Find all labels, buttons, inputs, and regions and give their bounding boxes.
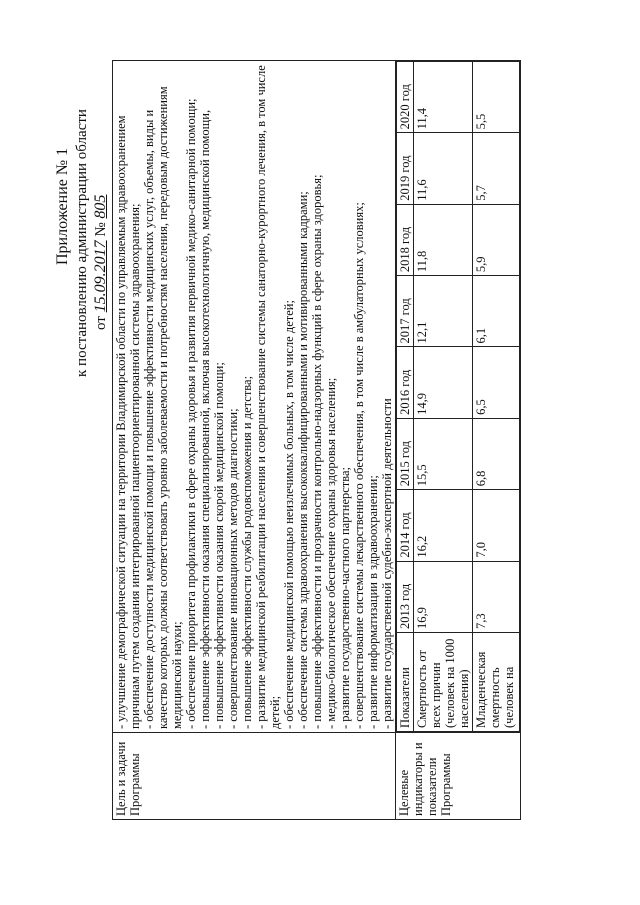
goal-item: - медико-биологическое обеспечение охраны здоровья населения; <box>324 377 338 729</box>
indicator-name: Смертность от всех причин (человек на 1000 населения) <box>414 633 473 732</box>
goal-item: - развитие медицинской реабилитации населения и совершенствование системы санаторно-курортного лечения, в том числе детей; <box>254 65 282 729</box>
year-header: 2018 год <box>397 204 414 275</box>
year-header: 2015 год <box>397 418 414 489</box>
indicator-value: 11,6 <box>414 133 473 204</box>
indicators-col-header: Показатели <box>397 633 414 732</box>
goal-item: - улучшение демографической ситуации на территории Владимирской области по управляемым здравоохранением причинам путем создания интегрированной пациентоориентированной системы здравоохранения; <box>114 115 142 729</box>
goals-label: Цель и задачи Программы <box>113 733 396 820</box>
year-header: 2017 год <box>397 276 414 347</box>
goal-item: - обеспечение приоритета профилактики в сфере охраны здоровья и развития первичной медико-санитарной помощи; <box>184 98 198 729</box>
year-header: 2019 год <box>397 133 414 204</box>
indicator-value: 7,3 <box>473 561 520 632</box>
indicator-value: 12,1 <box>414 276 473 347</box>
goal-item: - обеспечение медицинской помощью неизлечимых больных, в том числе детей; <box>282 300 296 729</box>
goal-item: - повышение эффективности оказания скорой медицинской помощи; <box>212 362 226 729</box>
appendix-title: Приложение № 1 <box>54 147 71 265</box>
indicator-row <box>473 62 520 732</box>
indicator-value: 5,7 <box>473 133 520 204</box>
goal-item: - повышение эффективности и прозрачности контрольно-надзорных функций в сфере охраны здоровья; <box>310 174 324 729</box>
indicators-row <box>396 61 521 820</box>
date-prefix: от <box>93 316 109 330</box>
goal-item: - развитие государственной судебно-экспертной деятельности <box>380 398 394 729</box>
goals-list <box>113 61 396 733</box>
goal-item: - обеспечение системы здравоохранения высококвалифицированными и мотивированными кадрами; <box>296 191 310 729</box>
decree-date: 15.09.2017 <box>92 240 109 313</box>
indicator-name: Младенческая смертность (человек на <box>473 633 520 732</box>
indicator-value: 14,9 <box>414 347 473 418</box>
indicator-value: 11,8 <box>414 204 473 275</box>
indicator-value: 6,1 <box>473 276 520 347</box>
goals-row <box>113 61 396 820</box>
indicator-row <box>414 62 473 732</box>
indicator-value: 7,0 <box>473 490 520 561</box>
indicators-cell <box>396 61 521 733</box>
year-header: 2020 год <box>397 62 414 133</box>
year-header: 2016 год <box>397 347 414 418</box>
indicators-header-row <box>397 62 414 732</box>
indicators-label: Целевые индикаторы и показатели Программы <box>396 733 521 820</box>
indicator-value: 11,4 <box>414 62 473 133</box>
appendix-subtitle: к постановлению администрации области <box>74 109 90 377</box>
indicator-value: 6,5 <box>473 347 520 418</box>
appendix-date-line <box>92 195 110 330</box>
goal-item: - обеспечение доступности медицинской помощи и повышение эффективности медицинских услуг, объемы, виды и качество которых должны соответствовать уровню заболеваемости и потребностям населения, передовым достижениям медицинской науки; <box>142 86 184 729</box>
goal-item: - повышение эффективности службы родовспоможения и детства; <box>240 375 254 729</box>
goal-item: - развитие государственно-частного партнерства; <box>338 466 352 729</box>
goals-items <box>114 64 394 729</box>
year-header: 2013 год <box>397 561 414 632</box>
indicators-table <box>396 61 520 732</box>
goal-item: - повышение эффективности оказания специализированной, включая высокотехнологичную, медицинской помощи, <box>198 109 212 729</box>
goal-item: - развитие информатизации в здравоохранении; <box>366 475 380 729</box>
indicator-value: 15,5 <box>414 418 473 489</box>
goal-item: - совершенствование системы лекарственного обеспечения, в том числе в амбулаторных условиях; <box>352 202 366 729</box>
goal-item: - совершенствование инновационных методов диагностики; <box>226 408 240 729</box>
indicator-value: 16,9 <box>414 561 473 632</box>
indicator-value: 5,9 <box>473 204 520 275</box>
program-table <box>112 60 521 820</box>
indicator-value: 5,5 <box>473 62 520 133</box>
indicator-value: 6,8 <box>473 418 520 489</box>
number-prefix: № <box>93 222 109 237</box>
year-header: 2014 год <box>397 490 414 561</box>
decree-number: 805 <box>92 194 109 219</box>
indicator-value: 16,2 <box>414 490 473 561</box>
